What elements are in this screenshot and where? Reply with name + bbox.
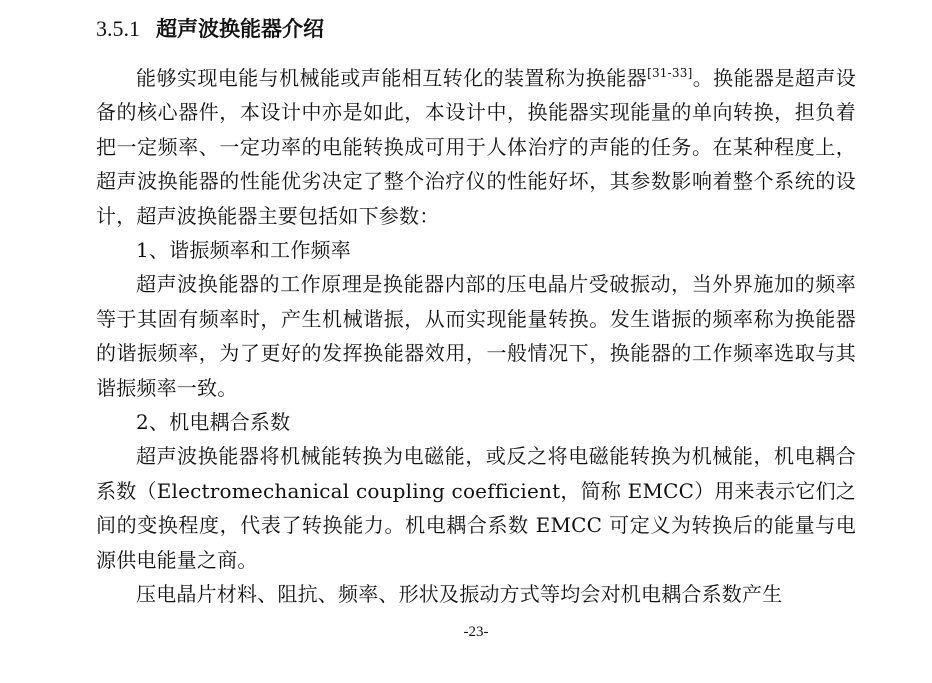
- intro-text-end: 。换能器是超声设备的核心器件，本设计中亦是如此，本设计中，换能器实现能量的单向转换，担负着把一定频率、一定功率的电能转换成可用于人体治疗的声能的任务。在某种程度上，超声波换能器的性能优劣决定了整个治疗仪的性能好坏，其参数影响着整个系统的设计，超声波换能器主要包括如下参数：: [96, 66, 857, 228]
- citation-ref: [31-33]: [647, 66, 693, 80]
- body-text: [96, 61, 856, 612]
- section-title: 超声波换能器介绍: [156, 17, 324, 41]
- item2-continuation: 压电晶片材料、阻抗、频率、形状及振动方式等均会对机电耦合系数产生: [136, 582, 783, 607]
- intro-text-start: 能够实现电能与机械能或声能相互转化的装置称为换能器: [136, 66, 648, 90]
- item1-heading: 1、谐振频率和工作频率: [136, 238, 351, 263]
- item2-heading: 2、机电耦合系数: [136, 410, 291, 435]
- item2-paragraph: 超声波换能器将机械能转换为电磁能，或反之将电磁能转换为机械能，机电耦合系数（Electromechanical coupling coefficient，简称 EMCC）用来表示它们之间的变换程度，代表了转换能力。机电耦合系数 EMCC 可定义为转换后的能量与电源供电能量之商。: [96, 444, 856, 572]
- section-heading: [96, 12, 324, 47]
- intro-paragraph: [96, 61, 856, 233]
- section-number: 3.5.1: [96, 16, 140, 41]
- item1-paragraph: 超声波换能器的工作原理是换能器内部的压电晶片受破振动，当外界施加的频率等于其固有频率时，产生机械谐振，从而实现能量转换。发生谐振的频率称为换能器的谐振频率，为了更好的发挥换能器效用，一般情况下，换能器的工作频率选取与其谐振频率一致。: [96, 272, 856, 400]
- document-page: [96, 0, 856, 683]
- page-number: -23-: [463, 624, 489, 640]
